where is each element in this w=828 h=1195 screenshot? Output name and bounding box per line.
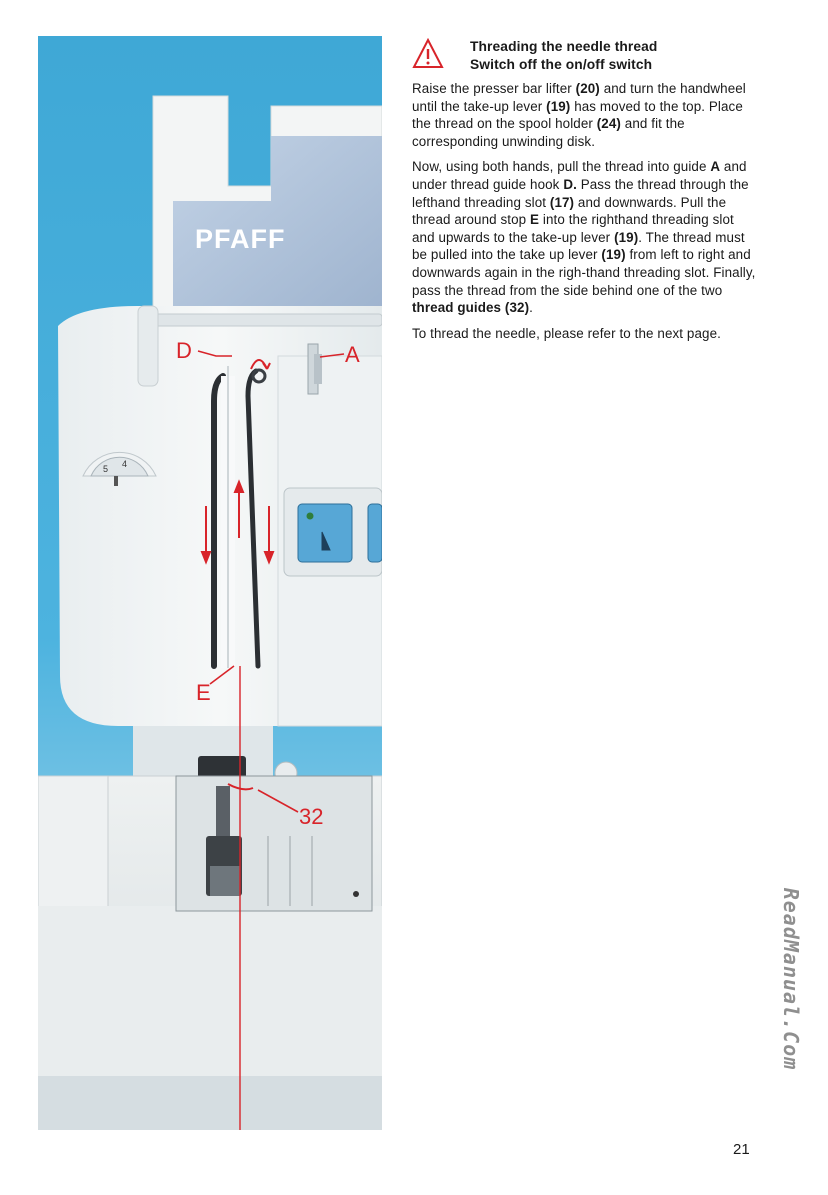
text-run: Now, using both hands, pull the thread into guide [412, 159, 711, 175]
paragraph [412, 325, 757, 343]
text-run: and downwards. Pull the thread around stop [412, 194, 727, 228]
brand-logo: PFAFF [195, 224, 286, 254]
text-run: . The thread must be pulled into the take up lever [412, 229, 745, 263]
dial-number-5: 5 [103, 464, 109, 474]
text-run: has moved to the top. Place the thread on the spool holder [412, 98, 743, 132]
bold-run: A [710, 159, 721, 175]
bold-run: E [530, 212, 540, 228]
warning-triangle-icon [412, 38, 444, 70]
text-run: into the righthand threading slot and upwards to the take-up lever [412, 212, 734, 245]
page-number: 21 [733, 1141, 750, 1158]
bold-run: (19) [601, 247, 626, 263]
bold-run: (20) [575, 81, 600, 96]
paragraph [412, 80, 757, 150]
bold-run: D. [563, 176, 577, 192]
dial-number-4: 4 [122, 459, 128, 469]
text-run: Raise the presser bar lifter [412, 81, 576, 96]
instruction-text [412, 38, 757, 350]
bold-run: (19) [546, 98, 571, 114]
heading-title: Threading the needle thread [470, 39, 658, 54]
text-run: and turn the handwheel until the take-up lever [412, 81, 746, 114]
bold-run: (24) [596, 116, 621, 132]
bold-run: (17) [549, 194, 575, 210]
text-run: To thread the needle, please refer to the next page. [412, 325, 721, 341]
label-d: D [176, 338, 192, 363]
watermark [780, 868, 802, 1090]
text-run: and fit the corresponding unwinding disk. [412, 116, 685, 149]
text-run: . [529, 300, 533, 316]
label-32: 32 [299, 804, 324, 829]
watermark-text: ReadManual.Com [779, 887, 803, 1071]
label-e: E [196, 680, 211, 705]
sewing-machine-photo [38, 36, 382, 1130]
label-a: A [345, 342, 360, 367]
paragraph [412, 158, 757, 316]
text-run: from left to right and downwards again in the righ-thand threading slot. Finally, pass the thread from the side behind one of the two [412, 247, 756, 298]
bold-run: (19) [614, 229, 639, 245]
section-heading [412, 38, 757, 74]
text-run: Pass the thread through the lefthand threading slot [412, 176, 749, 210]
heading-subtitle: Switch off the on/off switch [470, 57, 653, 72]
bold-run: thread guides (32) [412, 300, 530, 316]
text-run: and under thread guide hook [412, 159, 747, 192]
